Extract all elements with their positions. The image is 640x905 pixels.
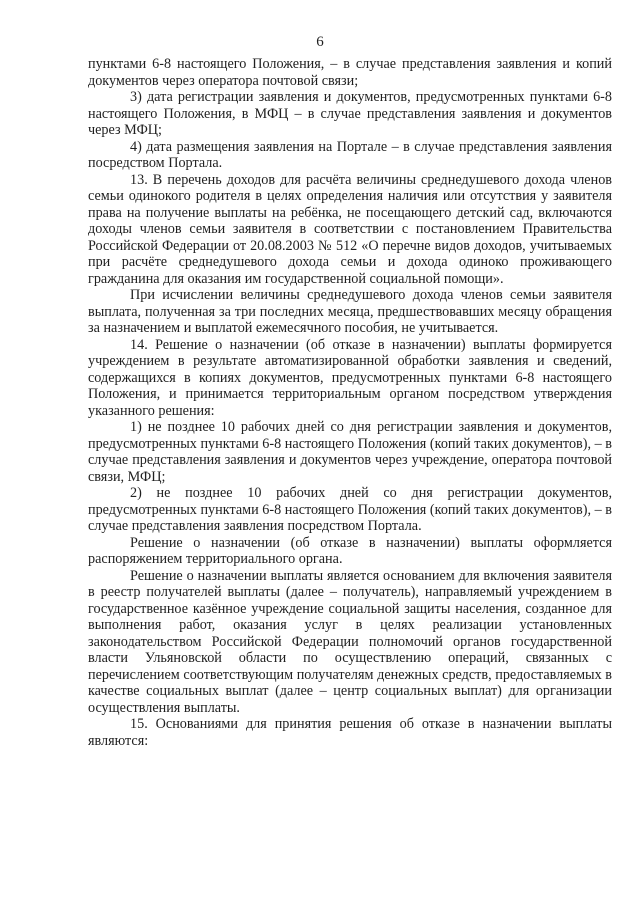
paragraph-clause-14: 14. Решение о назначении (об отказе в назначении) выплаты формируется учреждением в результате автоматизированной обработки заявления и сведений, содержащихся в копиях документов, предусмотренных пунктами 6-8 настоящего Положения, и принимается территориальным органом посредством утверждения указанного решения: bbox=[88, 336, 612, 419]
paragraph-deadline-1: 1) не позднее 10 рабочих дней со дня регистрации заявления и документов, предусмотренных пунктами 6-8 настоящего Положения (копий таких документов), – в случае представления заявления и документов через учреждение, оператора почтовой связи, МФЦ; bbox=[88, 419, 612, 485]
paragraph-item-4: 4) дата размещения заявления на Портале – в случае представления заявления посредством Портала. bbox=[88, 138, 612, 171]
paragraph-clause-15: 15. Основаниями для принятия решения об отказе в назначении выплаты являются: bbox=[88, 716, 612, 749]
paragraph-item-3: 3) дата регистрации заявления и документов, предусмотренных пунктами 6-8 настоящего Положения, в МФЦ – в случае представления заявления и документов через МФЦ; bbox=[88, 89, 612, 138]
paragraph-income-calculation: При исчислении величины среднедушевого дохода членов семьи заявителя выплата, полученная за три последних месяца, предшествовавших месяцу обращения за назначением и выплатой ежемесячного пособия, не учитывается. bbox=[88, 287, 612, 336]
paragraph-deadline-2: 2) не позднее 10 рабочих дней со дня регистрации документов, предусмотренных пунктами 6-8 настоящего Положения (копий таких документов), – в случае представления заявления посредством Портала. bbox=[88, 485, 612, 534]
page-number: 6 bbox=[316, 34, 324, 50]
document-body bbox=[88, 56, 612, 749]
paragraph-registry-inclusion: Решение о назначении выплаты является основанием для включения заявителя в реестр получателей выплаты (далее – получатель), направляемый учреждением в государственное казённое учреждение социальной защиты населения, созданное для выполнения работ, оказания услуг в целях реализации установленных законодательством Российской Федерации полномочий органов государственной власти Ульяновской области по осуществлению операций, связанных с перечислением соответствующим получателям денежных средств, предоставляемых в качестве социальных выплат (далее – центр социальных выплат) для организации осуществления выплаты. bbox=[88, 567, 612, 716]
paragraph-continuation: пунктами 6-8 настоящего Положения, – в случае представления заявления и копий документов через оператора почтовой связи; bbox=[88, 56, 612, 89]
paragraph-decision-order: Решение о назначении (об отказе в назначении) выплаты оформляется распоряжением территориального органа. bbox=[88, 534, 612, 567]
paragraph-clause-13: 13. В перечень доходов для расчёта величины среднедушевого дохода членов семьи одинокого родителя в целях определения наличия или отсутствия у заявителя права на получение выплаты на ребёнка, не посещающего детский сад, включаются доходы членов семьи заявителя в соответствии с постановлением Правительства Российской Федерации от 20.08.2003 № 512 «О перечне видов доходов, учитываемых при расчёте среднедушевого дохода семьи и дохода одиноко проживающего гражданина для оказания им государственной социальной помощи». bbox=[88, 171, 612, 287]
